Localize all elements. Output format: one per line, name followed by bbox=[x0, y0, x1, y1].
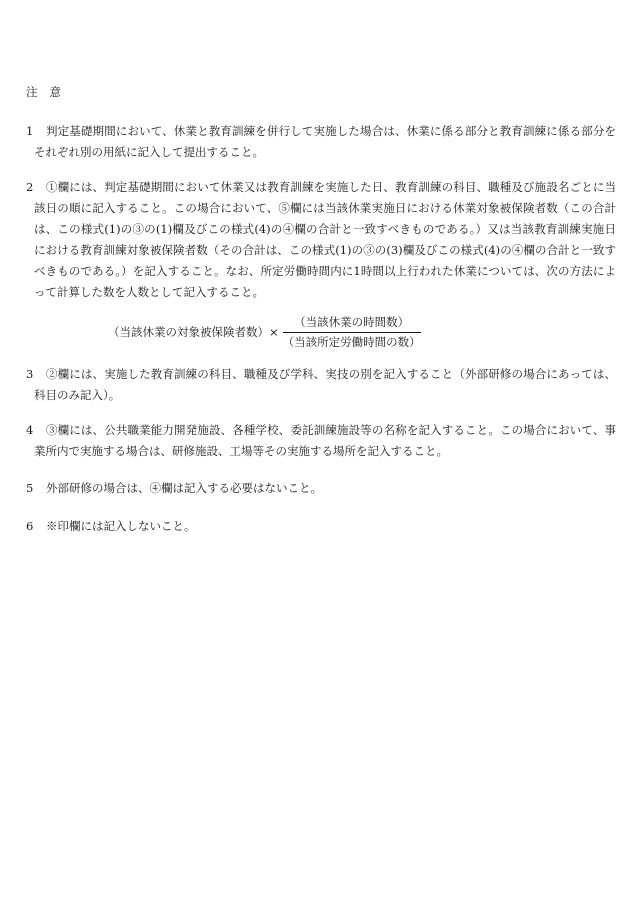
fraction-bar bbox=[283, 332, 421, 333]
note-item-4 bbox=[26, 420, 616, 462]
headcount-formula bbox=[108, 314, 421, 351]
formula-fraction bbox=[283, 314, 421, 351]
note-number: 5 bbox=[26, 481, 34, 495]
notes-heading bbox=[26, 82, 61, 103]
note-number: 6 bbox=[26, 519, 34, 533]
note-number: 4 bbox=[26, 423, 34, 437]
heading-char-1: 注 bbox=[26, 85, 38, 99]
formula-denominator: （当該所定労働時間の数） bbox=[282, 335, 421, 349]
note-number: 3 bbox=[26, 367, 34, 381]
note-text: ①欄には、判定基礎期間において休業又は教育訓練を実施した日、教育訓練の科目、職種及び施設名ごとに当該日の順に記入すること。この場合において、⑤欄には当該休業実施日における休業対象被保険者数（この合計は、この様式(1)の③の(1)欄及びこの様式(4)の④欄の合計と一致すべきものである。）又は当該教育訓練実施日における教育訓練対象被保険者数（その合計は、この様式(1)の③の(3)欄及びこの様式(4)の④欄の合計と一致すべきものである。）を記入すること。なお、所定労働時間内に1時間以上行われた休業については、次の方法によって計算した数を人数として記入すること。 bbox=[34, 180, 616, 299]
note-item-6 bbox=[26, 516, 616, 537]
note-text: 判定基礎期間において、休業と教育訓練を併行して実施した場合は、休業に係る部分と教育訓練に係る部分をそれぞれ別の用紙に記入して提出すること。 bbox=[34, 124, 616, 159]
note-number: 2 bbox=[26, 180, 34, 194]
note-item-1 bbox=[26, 121, 616, 163]
formula-lhs: （当該休業の対象被保険者数）× bbox=[108, 325, 279, 339]
note-number: 1 bbox=[26, 124, 34, 138]
note-text: ※印欄には記入しないこと。 bbox=[46, 519, 196, 533]
note-item-2 bbox=[26, 177, 616, 303]
note-item-3 bbox=[26, 364, 616, 406]
heading-char-2: 意 bbox=[49, 85, 61, 99]
note-text: ②欄には、実施した教育訓練の科目、職種及び学科、実技の別を記入すること（外部研修の場合にあっては、科目のみ記入）。 bbox=[34, 367, 616, 402]
note-text: ③欄には、公共職業能力開発施設、各種学校、委託訓練施設等の名称を記入すること。この場合において、事業所内で実施する場合は、研修施設、工場等その実施する場所を記入すること。 bbox=[34, 423, 616, 458]
note-item-5 bbox=[26, 478, 616, 499]
note-text: 外部研修の場合は、④欄は記入する必要はないこと。 bbox=[46, 481, 322, 495]
formula-numerator: （当該休業の時間数） bbox=[294, 315, 410, 329]
